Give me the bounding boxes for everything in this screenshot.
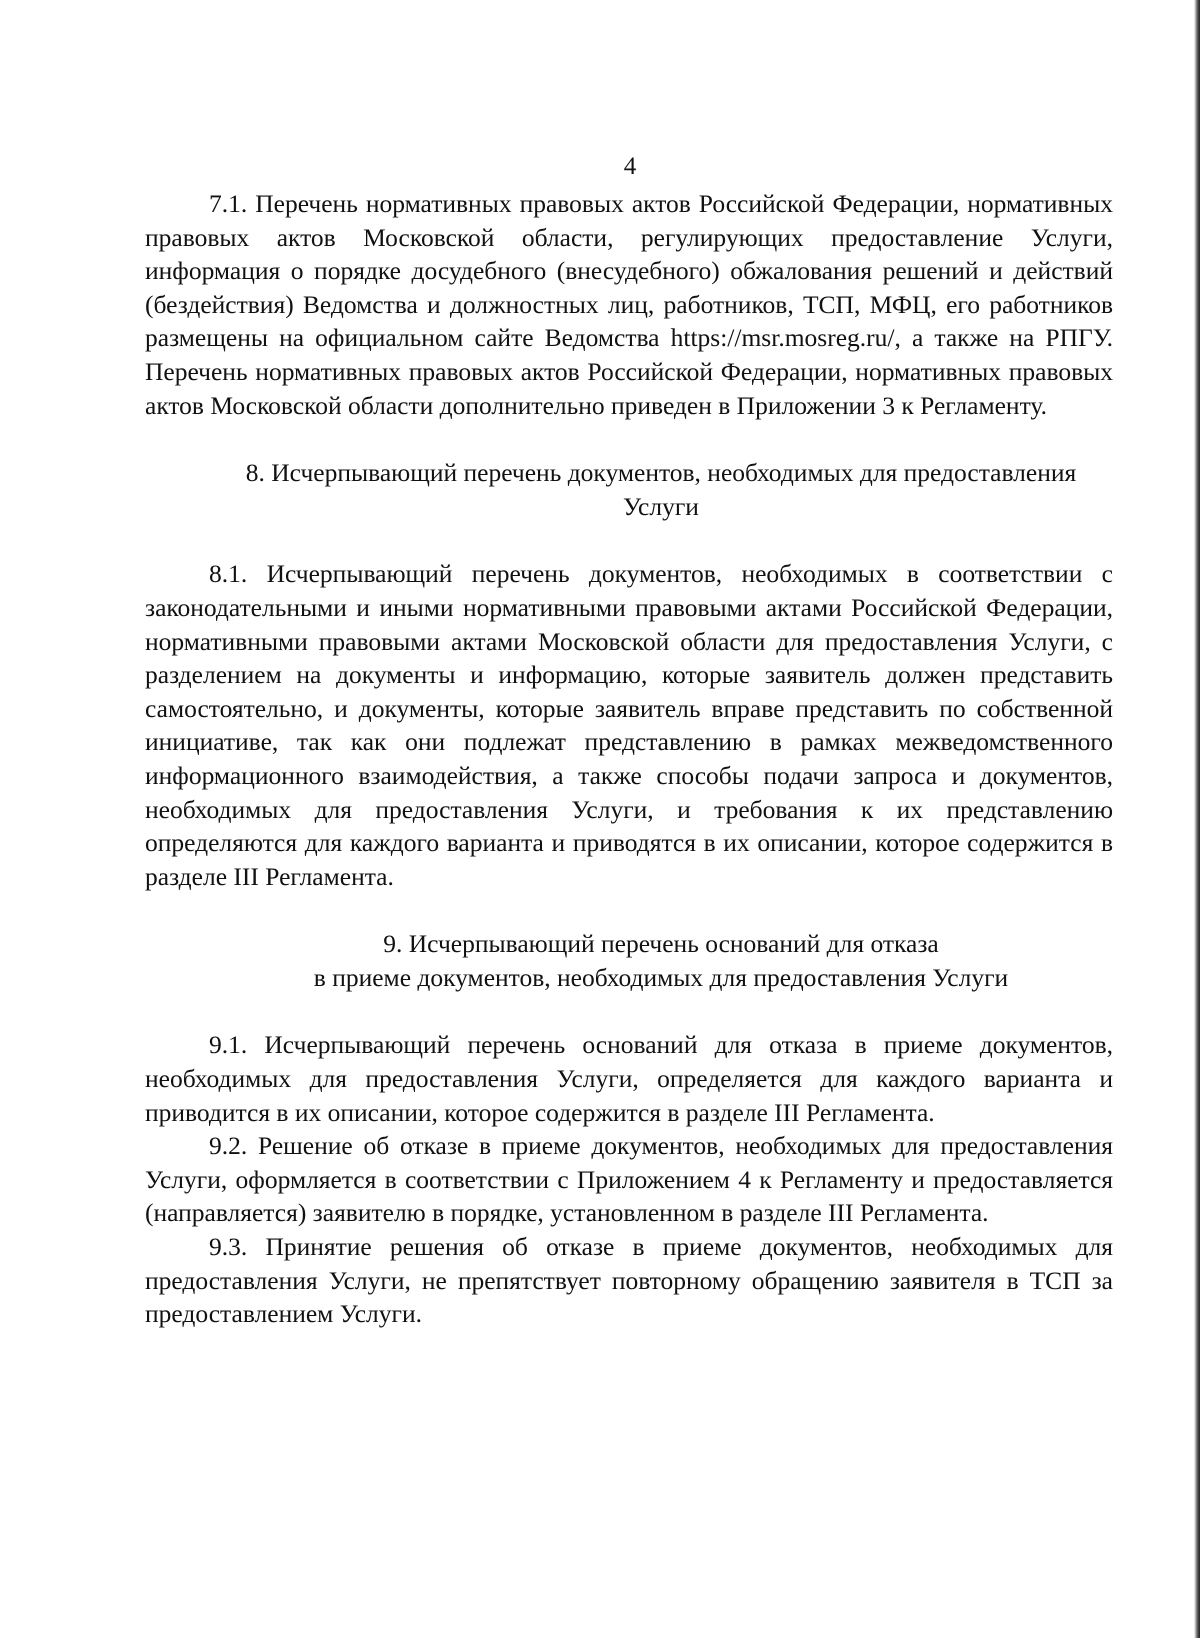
page-number: 4: [623, 153, 637, 180]
section-heading-9: [145, 927, 1113, 994]
paragraph-9-1: 9.1. Исчерпывающий перечень оснований для отказа в приеме документов, необходимых для предоставления Услуги, определяется для каждого варианта и приводится в их описании, которое содержится в разделе III Регламента.: [145, 1030, 1113, 1127]
section-heading-9-line1: 9. Исчерпывающий перечень оснований для отказа: [383, 929, 939, 959]
section-heading-8-line2: Услуги: [623, 491, 699, 521]
section-heading-9-line2: в приеме документов, необходимых для предоставления Услуги: [313, 962, 1009, 992]
paragraph-9-2: 9.2. Решение об отказе в приеме документов, необходимых для предоставления Услуги, оформляется в соответствии с Приложением 4 к Регламенту и предоставляется (направляется) заявителю в порядке, установленном в разделе III Регламента.: [145, 1131, 1113, 1228]
paragraph-9-3: 9.3. Принятие решения об отказе в приеме документов, необходимых для предоставления Услуги, не препятствует повторному обращению заявителя в ТСП за предоставлением Услуги.: [145, 1232, 1113, 1329]
scan-edge-shadow: [1194, 0, 1200, 1638]
paragraph-7-1: 7.1. Перечень нормативных правовых актов Российской Федерации, нормативных правовых актов Московской области, регулирующих предоставление Услуги, информация о порядке досудебного (внесудебного) обжалования решений и действий (бездействия) Ведомства и должностных лиц, работников, ТСП, МФЦ, его работников размещены на официальном сайте Ведомства https://msr.mosreg.ru/, а также на РПГУ. Перечень нормативных правовых актов Российской Федерации, нормативных правовых актов Московской области дополнительно приведен в Приложении 3 к Регламенту.: [145, 189, 1113, 420]
paragraph-8-1: 8.1. Исчерпывающий перечень документов, необходимых в соответствии с законодательными и иными нормативными правовыми актами Российской Федерации, нормативными правовыми актами Московской области для предоставления Услуги, с разделением на документы и информацию, которые заявитель должен представить самостоятельно, и документы, которые заявитель вправе представить по собственной инициативе, так как они подлежат представлению в рамках межведомственного информационного взаимодействия, а также способы подачи запроса и документов, необходимых для предоставления Услуги, и требования к их представлению определяются для каждого варианта и приводятся в их описании, которое содержится в разделе III Регламента.: [145, 559, 1113, 891]
section-heading-8-line1: 8. Исчерпывающий перечень документов, необходимых для предоставления: [245, 458, 1077, 488]
document-body: [145, 187, 1113, 1331]
section-heading-8: [145, 456, 1113, 523]
